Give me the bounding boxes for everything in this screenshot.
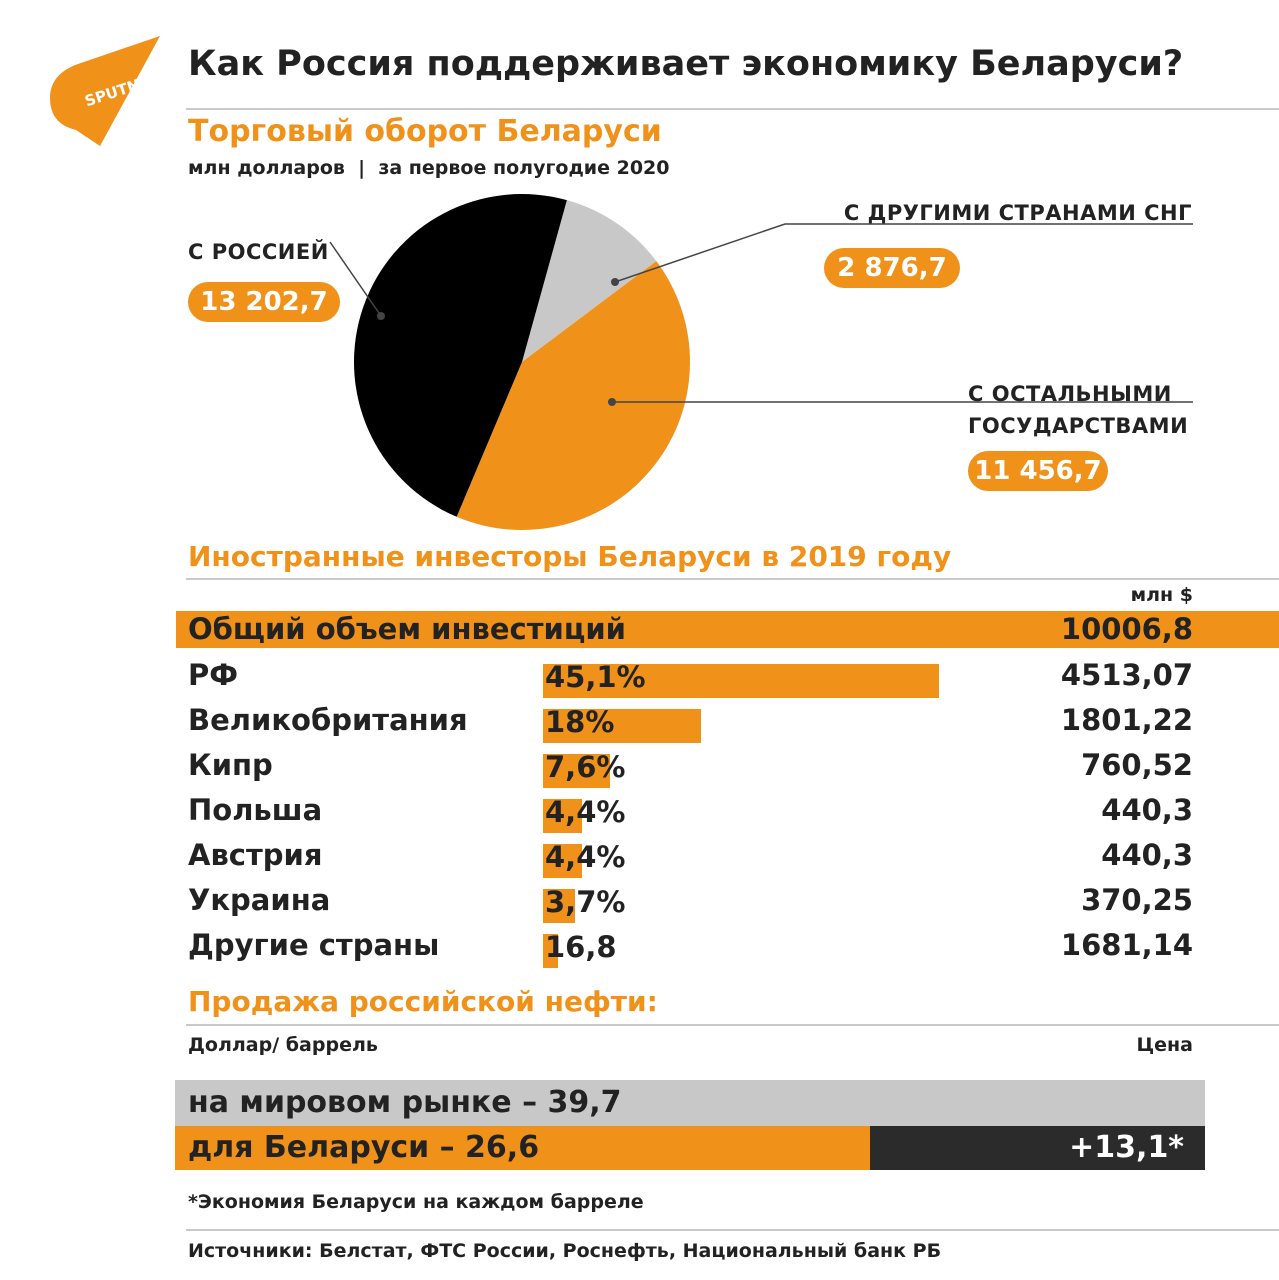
leader-dot-cis [611,278,619,286]
slice-label-cis: С ДРУГИМИ СТРАНАМИ СНГ [843,201,1192,225]
investor-country: Польша [188,793,323,827]
belarus-price-label: для Беларуси – 26,6 [188,1130,540,1165]
investor-value: 1801,22 [1060,703,1193,737]
slice-value-russia: 13 202,7 [188,282,340,322]
oil-left-caption: Доллар/ баррель [188,1034,378,1056]
investor-country: Австрия [188,838,323,872]
logo-text: SPUTNIK [82,70,159,111]
investor-country: Кипр [188,748,273,782]
footer-divider [186,1229,1279,1231]
slice-label-others-text: С ОСТАЛЬНЫМИ ГОСУДАРСТВАМИ [968,382,1189,438]
slice-value-cis: 2 876,7 [824,248,960,288]
world-price-label: на мировом рынке – 39,7 [188,1085,622,1120]
leader-dot-russia [377,312,385,320]
slice-value-others: 11 456,7 [968,451,1108,491]
investor-pct-label: 3,7% [545,885,626,919]
investor-value: 4513,07 [1060,658,1193,692]
investor-country: Другие страны [188,928,440,962]
oil-divider [186,1024,1279,1026]
investors-unit: млн $ [1130,584,1193,606]
investor-value: 1681,14 [1060,928,1193,962]
investor-value: 440,3 [1101,793,1193,827]
investor-country: РФ [188,658,239,692]
saving-value: +13,1* [1069,1130,1184,1165]
oil-title: Продажа российской нефти: [188,985,658,1018]
investments-total-label: Общий объем инвестиций [188,612,626,646]
oil-footnote: *Экономия Беларуси на каждом барреле [188,1191,644,1213]
investor-pct-label: 45,1% [545,660,646,694]
investor-country: Украина [188,883,331,917]
sources: Источники: Белстат, ФТС России, Роснефть, Национальный банк РБ [188,1240,942,1262]
investor-pct-label: 4,4% [545,795,626,829]
investor-country: Великобритания [188,703,468,737]
trade-title: Торговый оборот Беларуси [188,114,662,149]
investors-divider [186,578,1279,580]
investor-pct-label: 18% [545,705,615,739]
investor-value: 760,52 [1081,748,1193,782]
slice-label-others [968,378,1194,442]
investments-total-value: 10006,8 [1060,612,1193,646]
investor-pct-label: 16,8 [545,930,617,964]
trade-subtitle: млн долларов | за первое полугодие 2020 [188,157,670,179]
investor-value: 370,25 [1081,883,1193,917]
investor-pct-label: 4,4% [545,840,626,874]
slice-label-russia: С РОССИЕЙ [188,240,329,264]
investor-pct-label: 7,6% [545,750,626,784]
page-title: Как Россия поддерживает экономику Беларуси? [188,44,1184,84]
oil-right-caption: Цена [1136,1034,1193,1056]
investor-value: 440,3 [1101,838,1193,872]
leader-dot-others [608,398,616,406]
investors-title: Иностранные инвесторы Беларуси в 2019 году [188,540,952,573]
